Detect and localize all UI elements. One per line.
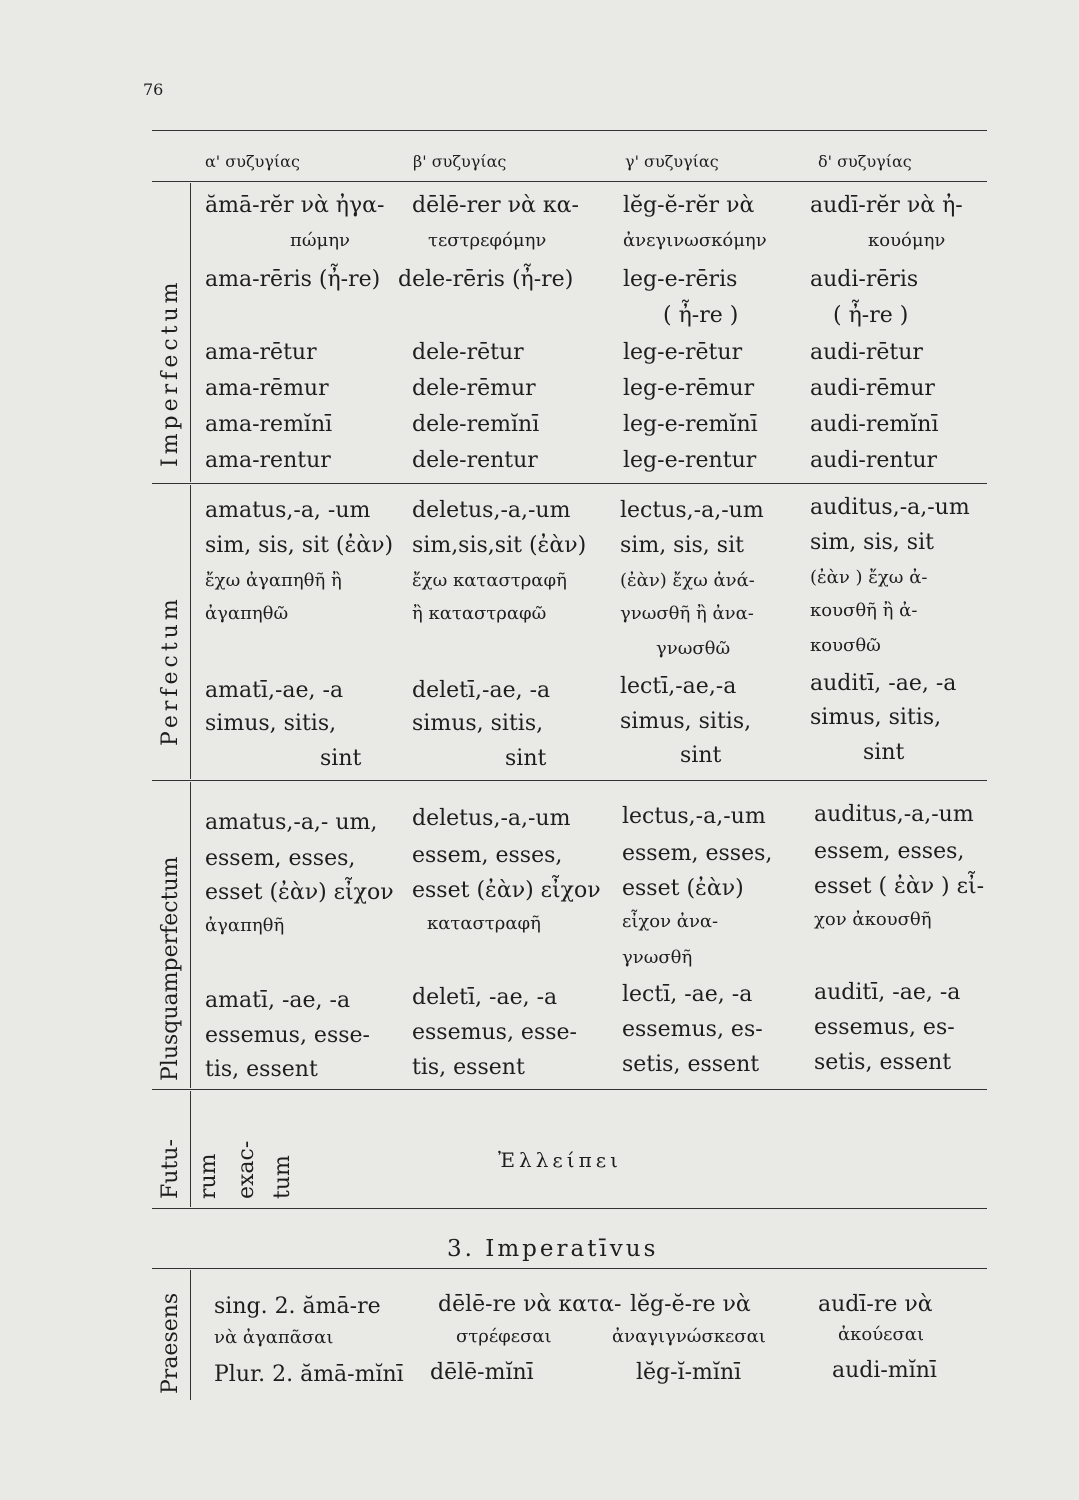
vrule-5: [190, 1270, 191, 1400]
perf-c1-0: amatus,-a, -um: [205, 498, 371, 523]
pqp-c3-2: esset (ἐὰν): [622, 876, 744, 901]
vrule-2: [190, 485, 191, 779]
pqp-c3-0: lectus,-a,-um: [622, 804, 766, 829]
label-futurum-1: Futu-: [158, 1139, 183, 1199]
imperf-c2-2: dele-rēris (ἦ-re): [398, 267, 574, 292]
label-futurum-4: tum: [270, 1155, 295, 1199]
perf-c3-2: (ἐὰν) ἔχω ἀνά-: [620, 570, 755, 591]
header-conj-1: α' συζυγίας: [205, 152, 300, 171]
perf-c1-3: ἀγαπηθῶ: [205, 603, 289, 624]
imperf-c4-7: audi-rentur: [810, 448, 938, 473]
rule-perfectum: [152, 780, 987, 781]
perf-c4-2: (ἐὰν ) ἔχω ἀ-: [810, 567, 928, 588]
pqp-c4-3: χον ἀκουσθῆ: [814, 909, 932, 930]
pqp-c4-6: setis, essent: [814, 1050, 952, 1075]
imperf-c1-6: ama-rentur: [205, 448, 331, 473]
pqp-c4-5: essemus, es-: [814, 1015, 955, 1040]
perf-c4-5: auditī, -ae, -a: [810, 671, 957, 696]
rule-imperfectum: [152, 483, 987, 484]
praes-c4-0: audī-re νὰ: [818, 1292, 933, 1317]
imperf-c3-6: leg-e-remĭnī: [623, 412, 758, 437]
perf-c2-2: ἔχω καταστραφῆ: [412, 570, 567, 591]
pqp-c1-1: essem, esses,: [205, 846, 356, 871]
perf-c2-6: sint: [505, 746, 547, 771]
perf-c1-2: ἔχω ἀγαπηθῆ ἢ: [205, 570, 342, 591]
label-perfectum: Perfectum: [158, 595, 183, 746]
pqp-c4-4: auditī, -ae, -a: [814, 980, 961, 1005]
vrule-4: [190, 1091, 191, 1207]
imperf-c1-5: ama-remĭnī: [205, 412, 333, 437]
pqp-c3-3: εἶχον ἀνα-: [622, 911, 719, 932]
pqp-c1-0: amatus,-a,- um,: [205, 810, 378, 835]
rule-pqp: [152, 1089, 987, 1090]
imperf-c2-3: dele-rētur: [412, 340, 524, 365]
imperf-c2-4: dele-rēmur: [412, 376, 536, 401]
imperativus-title: 3. Imperatīvus: [447, 1236, 659, 1262]
perf-c3-5: lectī,-ae,-a: [620, 674, 737, 699]
perf-c4-7: sint: [863, 740, 905, 765]
praes-c3-2: lĕg-ĭ-mĭnī: [636, 1360, 742, 1385]
label-praesens: Praesens: [158, 1292, 183, 1394]
pqp-c4-1: essem, esses,: [814, 839, 965, 864]
header-conj-4: δ' συζυγίας: [818, 152, 912, 171]
imperf-c1-3: ama-rētur: [205, 340, 317, 365]
perf-c2-3: ἢ καταστραφῶ: [412, 603, 547, 624]
perf-c4-6: simus, sitis,: [810, 705, 942, 730]
imperf-c2-0: dēlē-rer νὰ κα-: [412, 193, 579, 218]
pqp-c1-2: esset (ἐὰν) εἶχον: [205, 880, 394, 905]
imperf-c3-4: leg-e-rētur: [623, 340, 743, 365]
pqp-c3-5: lectī, -ae, -a: [622, 982, 753, 1007]
pqp-c2-6: tis, essent: [412, 1055, 525, 1080]
vrule-1: [190, 183, 191, 482]
praes-c1-1: νὰ ἀγαπᾶσαι: [214, 1327, 334, 1348]
praes-c3-0: lĕg-ĕ-re νὰ: [630, 1292, 751, 1317]
perf-c3-6: simus, sitis,: [620, 709, 752, 734]
perf-c2-5: simus, sitis,: [412, 711, 544, 736]
imperf-c3-3: ( ἦ-re ): [663, 303, 739, 328]
perf-c3-1: sim, sis, sit: [620, 533, 744, 558]
imperf-c3-5: leg-e-rēmur: [623, 376, 755, 401]
imperf-c4-1: κουόμην: [868, 230, 946, 251]
imperf-c1-4: ama-rēmur: [205, 376, 329, 401]
label-imperfectum: Imperfectum: [158, 278, 183, 467]
imperf-c1-1: πώμην: [290, 230, 350, 251]
perf-c3-0: lectus,-a,-um: [620, 498, 764, 523]
perf-c1-6: sint: [320, 746, 362, 771]
perf-c4-3: κουσθῆ ἢ ἀ-: [810, 600, 918, 621]
perf-c1-5: simus, sitis,: [205, 711, 337, 736]
imperf-c3-2: leg-e-rēris: [623, 267, 738, 292]
rule-header: [152, 181, 987, 182]
imperf-c4-5: audi-rēmur: [810, 376, 935, 401]
praes-c2-0: dēlē-re νὰ κατα-: [438, 1292, 622, 1317]
header-conj-2: β' συζυγίας: [413, 152, 507, 171]
perf-c2-0: deletus,-a,-um: [412, 498, 571, 523]
pqp-c3-7: setis, essent: [622, 1052, 760, 1077]
pqp-c2-3: καταστραφῆ: [427, 913, 541, 934]
imperf-c2-5: dele-remĭnī: [412, 412, 540, 437]
perf-c4-0: auditus,-a,-um: [810, 495, 970, 520]
label-futurum-3: exac-: [234, 1140, 259, 1199]
pqp-c4-2: esset ( ἐὰν ) εἶ-: [814, 874, 985, 899]
rule-imperativus: [152, 1268, 987, 1269]
header-conj-3: γ' συζυγίας: [625, 152, 719, 171]
perf-c1-1: sim, sis, sit (ἐὰν): [205, 533, 394, 558]
imperf-c3-7: leg-e-rentur: [623, 448, 757, 473]
perf-c2-4: deletī,-ae, -a: [412, 678, 551, 703]
pqp-c2-4: deletī, -ae, -a: [412, 985, 558, 1010]
imperf-c2-6: dele-rentur: [412, 448, 538, 473]
imperf-c4-2: audi-rēris: [810, 267, 919, 292]
perf-c3-7: sint: [680, 743, 722, 768]
imperf-c2-1: τεστρεφόμην: [428, 230, 547, 251]
imperf-c1-0: ămā-rĕr νὰ ἠγα-: [205, 193, 385, 218]
imperf-c4-3: ( ἦ-re ): [833, 303, 909, 328]
praes-c4-2: audi-mĭnī: [832, 1358, 937, 1383]
page-number: 76: [143, 80, 164, 99]
pqp-c2-1: essem, esses,: [412, 843, 563, 868]
imperf-c4-4: audi-rētur: [810, 340, 923, 365]
perf-c4-4: κουσθῶ: [810, 635, 881, 656]
pqp-c1-6: tis, essent: [205, 1057, 318, 1082]
perf-c1-4: amatī,-ae, -a: [205, 678, 344, 703]
imperf-c3-0: lĕg-ĕ-rĕr νὰ: [623, 193, 755, 218]
praes-c3-1: ἀναγιγνώσκεσαι: [612, 1326, 766, 1347]
pqp-c3-4: γνωσθῆ: [622, 947, 693, 968]
pqp-c3-1: essem, esses,: [622, 841, 773, 866]
label-plusquamperfectum: Plusquamperfectum: [158, 856, 183, 1081]
pqp-c2-2: esset (ἐὰν) εἶχον: [412, 878, 601, 903]
praes-c2-2: dēlē-mĭnī: [430, 1360, 534, 1385]
rule-futurum: [152, 1208, 987, 1209]
vrule-3: [190, 782, 191, 1088]
futurum-missing-text: Ἐλλείπει: [498, 1148, 622, 1172]
label-futurum-2: rum: [196, 1153, 221, 1199]
praes-c2-1: στρέφεσαι: [456, 1326, 552, 1347]
pqp-c1-5: essemus, esse-: [205, 1023, 370, 1048]
pqp-c2-5: essemus, esse-: [412, 1020, 577, 1045]
rule-top: [152, 130, 987, 131]
pqp-c2-0: deletus,-a,-um: [412, 806, 571, 831]
pqp-c1-4: amatī, -ae, -a: [205, 988, 351, 1013]
imperf-c4-0: audī-rĕr νὰ ἠ-: [810, 193, 963, 218]
praes-c1-2: Plur. 2. ămā-mĭnī: [214, 1362, 404, 1387]
imperf-c1-2: ama-rēris (ἦ-re): [205, 267, 381, 292]
imperf-c3-1: ἀνεγινωσκόμην: [623, 230, 767, 251]
imperf-c4-6: audi-remĭnī: [810, 412, 939, 437]
praes-c4-1: ἀκούεσαι: [838, 1324, 925, 1345]
perf-c3-3: γνωσθῆ ἢ ἀνα-: [620, 603, 754, 624]
praes-c1-0: sing. 2. ămā-re: [214, 1294, 381, 1319]
pqp-c4-0: auditus,-a,-um: [814, 802, 974, 827]
perf-c4-1: sim, sis, sit: [810, 530, 934, 555]
pqp-c1-3: ἀγαπηθῆ: [205, 915, 285, 936]
pqp-c3-6: essemus, es-: [622, 1017, 763, 1042]
perf-c3-4: γνωσθῶ: [656, 638, 731, 659]
perf-c2-1: sim,sis,sit (ἐὰν): [412, 533, 587, 558]
